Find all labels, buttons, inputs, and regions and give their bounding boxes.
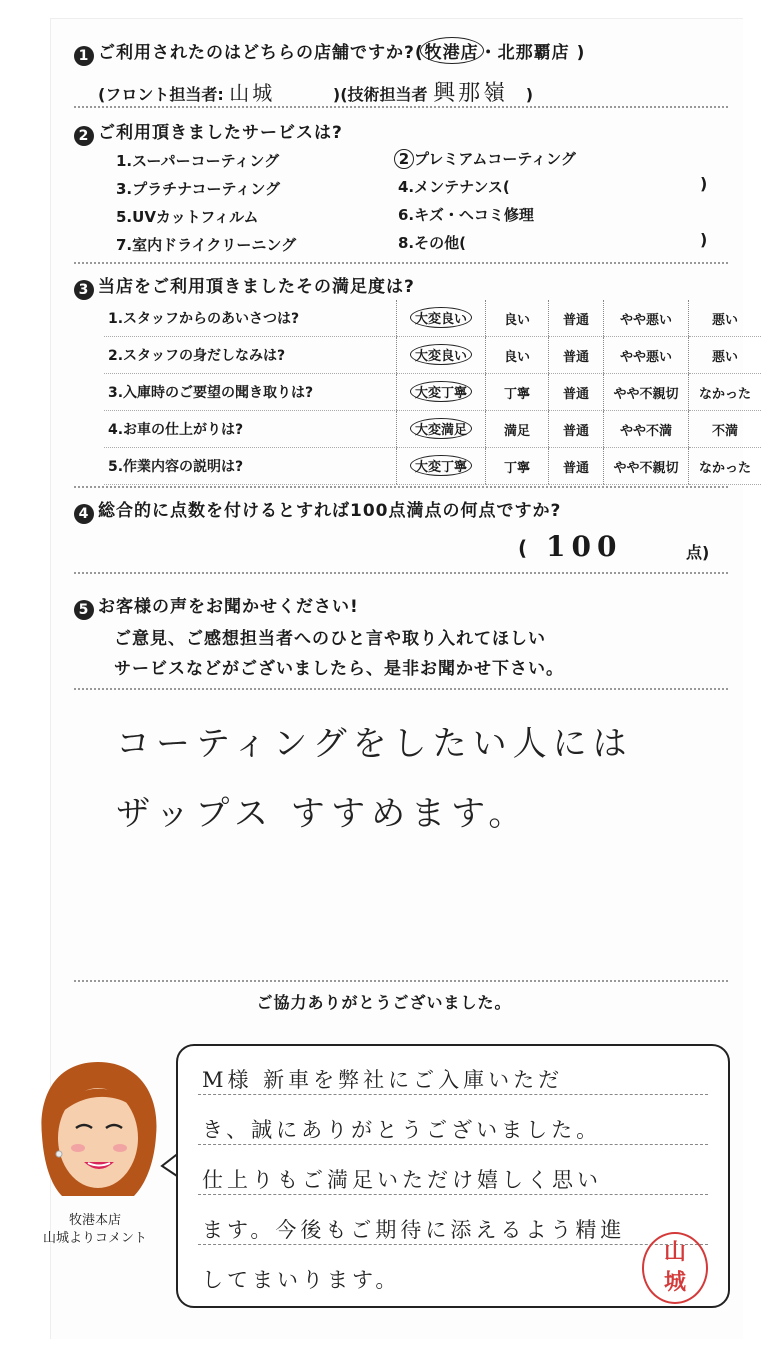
q4-number-badge: 4 [74, 504, 94, 524]
divider [74, 262, 728, 264]
q5-instruction-line: サービスなどがございましたら、是非お聞かせ下さい。 [114, 659, 564, 679]
satisfaction-option-label: 不満 [711, 423, 738, 439]
satisfaction-option-label: 普通 [562, 423, 589, 439]
satisfaction-option-label: 良い [503, 312, 530, 328]
satisfaction-option-label: 丁寧 [503, 386, 530, 402]
ruled-line [198, 1094, 708, 1095]
satisfaction-option[interactable] [604, 300, 689, 337]
satisfaction-option[interactable] [689, 337, 762, 374]
divider [74, 106, 728, 108]
satisfaction-option[interactable] [486, 411, 549, 448]
satisfaction-option-label: 普通 [562, 312, 589, 328]
tech-value[interactable]: 興那嶺 [433, 81, 509, 106]
thanks-message: ご協力ありがとうございました。 [256, 993, 512, 1012]
satisfaction-table [104, 300, 761, 485]
satisfaction-option[interactable] [397, 411, 486, 448]
satisfaction-option-label: 満足 [503, 423, 530, 439]
q3-number-badge: 3 [74, 280, 94, 300]
satisfaction-option[interactable] [397, 337, 486, 374]
satisfaction-row [104, 374, 761, 411]
q1-number-badge: 1 [74, 46, 94, 66]
satisfaction-option[interactable] [486, 374, 549, 411]
satisfaction-option[interactable] [486, 300, 549, 337]
selected-mark: 2 [394, 149, 414, 169]
customer-comment-line[interactable]: コーティングをしたい人には [116, 724, 633, 764]
q1-question [74, 38, 585, 66]
satisfaction-option-label: 良い [503, 349, 530, 365]
q3-text: 当店をご利用頂きましたその満足度は? [98, 277, 415, 297]
satisfaction-option[interactable] [397, 300, 486, 337]
satisfaction-option[interactable] [689, 374, 762, 411]
q1-store-selected[interactable]: 牧港店 [420, 37, 484, 64]
front-label: (フロント担当者: [98, 85, 224, 104]
satisfaction-option[interactable] [689, 300, 762, 337]
q1-close: ) [576, 43, 586, 63]
staff-label [20, 1212, 170, 1248]
reply-line: してまいります。 [202, 1268, 401, 1292]
satisfaction-question: 1.スタッフからのあいさつは? [104, 300, 397, 337]
q1-text: ご利用されたのはどちらの店舗ですか?( [98, 43, 424, 63]
satisfaction-option-selected: 大変丁寧 [410, 381, 472, 402]
reply-line: き、誠にありがとうございました。 [202, 1118, 602, 1142]
divider [74, 486, 728, 488]
q2-number-badge: 2 [74, 126, 94, 146]
satisfaction-option-label: 普通 [562, 349, 589, 365]
satisfaction-option-label: なかった [698, 460, 751, 476]
customer-comment-line[interactable]: ザップス すすめます。 [116, 794, 529, 834]
q2-question [74, 118, 343, 146]
satisfaction-option[interactable] [689, 411, 762, 448]
satisfaction-option[interactable] [486, 448, 549, 485]
satisfaction-question: 3.入庫時のご要望の聞き取りは? [104, 374, 397, 411]
satisfaction-option[interactable] [549, 337, 604, 374]
q4-question [74, 496, 561, 524]
service-option-selected[interactable] [396, 148, 576, 169]
ruled-line [198, 1194, 708, 1195]
reply-line: ます。今後もご期待に添えるよう精進 [202, 1218, 626, 1242]
service-paren-close: ) [700, 230, 708, 249]
satisfaction-option-label: やや不親切 [613, 460, 679, 476]
satisfaction-option[interactable] [689, 448, 762, 485]
satisfaction-option-label: 悪い [711, 312, 738, 328]
divider [74, 572, 728, 574]
q5-question [74, 592, 359, 620]
tech-close: ) [525, 85, 533, 104]
satisfaction-option[interactable] [549, 448, 604, 485]
score-value[interactable]: 100 [546, 530, 623, 563]
satisfaction-option-selected: 大変良い [410, 344, 472, 365]
staff-avatar [28, 1056, 168, 1206]
score-unit: 点) [686, 543, 710, 562]
satisfaction-question: 5.作業内容の説明は? [104, 448, 397, 485]
satisfaction-row [104, 337, 761, 374]
service-paren-close: ) [700, 174, 708, 193]
q3-question [74, 272, 415, 300]
satisfaction-option[interactable] [604, 374, 689, 411]
q1-store-other[interactable]: 北那覇店 [497, 43, 570, 63]
front-value[interactable]: 山城 [229, 81, 276, 105]
satisfaction-option-label: やや不親切 [613, 386, 679, 402]
staff-comment-label: 山城よりコメント [42, 1231, 147, 1246]
tech-label: (技術担当者 [340, 85, 428, 104]
earring [56, 1151, 62, 1157]
q1-store-sep: ・ [479, 43, 498, 63]
service-label: プレミアムコーティング [414, 150, 576, 168]
satisfaction-option[interactable] [397, 448, 486, 485]
reply-line: 仕上りもご満足いただけ嬉しく思い [202, 1168, 602, 1192]
reply-line: M様 新車を弊社にご入庫いただ [202, 1068, 564, 1092]
satisfaction-row [104, 300, 761, 337]
satisfaction-row [104, 448, 761, 485]
satisfaction-option[interactable] [549, 374, 604, 411]
satisfaction-option[interactable] [549, 411, 604, 448]
left-cheek [71, 1144, 85, 1152]
satisfaction-option-selected: 大変丁寧 [410, 455, 472, 476]
stamp-text: 山城 [663, 1240, 686, 1295]
front-close: ) [332, 85, 341, 104]
satisfaction-option[interactable] [604, 337, 689, 374]
staff-store: 牧港本店 [68, 1213, 121, 1228]
score-open-paren: ( [518, 536, 528, 560]
q1-staff-line [98, 76, 533, 107]
satisfaction-option[interactable] [486, 337, 549, 374]
right-cheek [113, 1144, 127, 1152]
service-option[interactable]: 5.UVカットフィルム [116, 208, 259, 226]
q5-number-badge: 5 [74, 600, 94, 620]
name-stamp [642, 1232, 708, 1304]
service-option[interactable]: 1.スーパーコーティング [116, 152, 280, 170]
satisfaction-option-label: やや悪い [619, 312, 672, 328]
service-option[interactable]: 4.メンテナンス( [398, 178, 510, 196]
satisfaction-option-selected: 大変満足 [410, 418, 472, 439]
q5-instruction-line: ご意見、ご感想担当者へのひと言や取り入れてほしい [114, 629, 546, 649]
service-option[interactable]: 6.キズ・ヘコミ修理 [398, 206, 534, 224]
satisfaction-option-label: 普通 [562, 386, 589, 402]
divider [74, 980, 728, 982]
satisfaction-option[interactable] [604, 411, 689, 448]
ruled-line [198, 1144, 708, 1145]
satisfaction-question: 4.お車の仕上がりは? [104, 411, 397, 448]
q5-text: お客様の声をお聞かせください! [98, 597, 359, 617]
q4-text: 総合的に点数を付けるとすれば100点満点の何点ですか? [98, 501, 562, 521]
divider [74, 688, 728, 690]
satisfaction-option[interactable] [604, 448, 689, 485]
satisfaction-option-label: なかった [698, 386, 751, 402]
q2-text: ご利用頂きましたサービスは? [98, 123, 343, 143]
satisfaction-option[interactable] [549, 300, 604, 337]
satisfaction-option-label: 普通 [562, 460, 589, 476]
satisfaction-row [104, 411, 761, 448]
service-option[interactable]: 8.その他( [398, 234, 466, 252]
satisfaction-option-label: やや悪い [619, 349, 672, 365]
ruled-line [198, 1244, 708, 1245]
satisfaction-option[interactable] [397, 374, 486, 411]
satisfaction-question: 2.スタッフの身だしなみは? [104, 337, 397, 374]
satisfaction-option-label: 悪い [711, 349, 738, 365]
service-option[interactable]: 7.室内ドライクリーニング [116, 236, 297, 254]
satisfaction-option-selected: 大変良い [410, 307, 472, 328]
service-option[interactable]: 3.プラチナコーティング [116, 180, 281, 198]
satisfaction-option-label: 丁寧 [503, 460, 530, 476]
satisfaction-option-label: やや不満 [619, 423, 672, 439]
